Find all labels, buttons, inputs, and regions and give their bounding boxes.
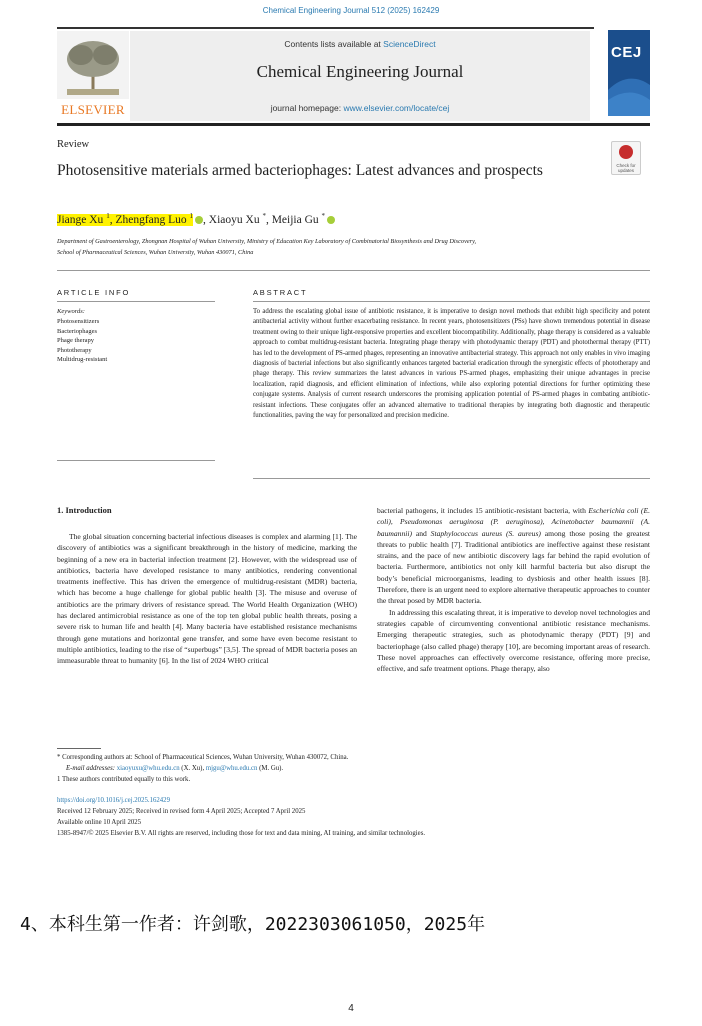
equal-contribution-note: 1 These authors contributed equally to this work. xyxy=(57,776,191,783)
email-owner: (M. Gu). xyxy=(257,765,284,772)
orcid-icon[interactable] xyxy=(195,216,203,224)
contents-prefix: Contents lists available at xyxy=(284,39,384,49)
author-sup: * xyxy=(321,212,326,220)
article-info-rule xyxy=(57,301,215,302)
check-updates-icon xyxy=(619,145,633,159)
email-link[interactable]: xiaoyuxu@whu.edu.cn xyxy=(116,765,180,772)
author-sup: 1 xyxy=(189,212,194,220)
author-name[interactable]: Xiaoyu Xu xyxy=(208,213,260,226)
annotation-line: 4、本科生第一作者：许剑歌，2022303061050，2025年 xyxy=(20,914,486,935)
author-name[interactable]: Zhengfang Luo xyxy=(115,213,187,226)
orcid-icon[interactable] xyxy=(327,216,335,224)
header-bottom-rule xyxy=(57,123,650,126)
sciencedirect-link[interactable]: ScienceDirect xyxy=(383,39,436,49)
author-sup: * xyxy=(262,212,266,220)
abstract-bottom-rule xyxy=(253,478,650,479)
homepage-link[interactable]: www.elsevier.com/locate/cej xyxy=(343,103,450,113)
article-info-heading: ARTICLE INFO xyxy=(57,288,131,297)
text-run: among those posing the greatest threats to public health [7]. Traditional antibiotics are ineffective against these resistant strains, and the pace of new antibiotic discovery lags far behind the rapid evolution of bacteria. Furthermore, antibiotics not only kill harmful bacteria but also disrupt the body’s beneficial microorganisms, leading to dysbiosis and other health issues [8]. Therefore, there is an urgent need to explore alternative therapeutic approaches to counter the threat posed by MDR bacteria. xyxy=(377,528,651,606)
email-owner: (X. Xu), xyxy=(179,765,206,772)
abstract-text: To address the escalating global issue of antibiotic resistance, it is imperative to design novel methods that exhibit high specificity and potent antibacterial activity without further exacerbating resistance. In recent years, photosensitizers (PSs) have shown tremendous potential in disease treatment owing to their unique light-responsive properties and excellent biocompatibility. Additionally, phage therapy is considered as a valuable approach to combat multidrug-resistant bacteria. Integrating phage therapy with photodynamic therapy (PDT) and photothermal therapy (PTT) has led to the development of PS-armed phages, representing an innovative antibacterial strategy. This approach not only enables in vivo imaging diagnosis of bacterial infections but also significantly enhances targeted bacterial eradication through the synergistic effects of phototherapy and phage therapy. This review summarizes the latest advances in various PS-armed phages, emphasizing their unique advantages in precise localization, rapid diagnosis, and efficient elimination of infections, while also exploring potential directions for further optimizing these conjugate systems. Analysis of current research underscores the promising application potential of PS-armed phages in combating antibiotic-resistant infections. These conjugates offer an advanced alternative to traditional therapies by integrating both diagnostic and therapeutic functionalities, paving the way for personalized and precision medicine. xyxy=(253,308,650,420)
homepage-prefix: journal homepage: xyxy=(270,103,344,113)
keyword: Multidrug-resistant xyxy=(57,356,108,363)
author-list: Jiange Xu $^1$, Zhengfang Luo $^1$ , Xiaoyu Xu *, Meijia Gu * xyxy=(57,212,335,226)
affiliation-line: Department of Gastroenterology, Zhongnan Hospital of Wuhan University, Ministry of Education Key Laboratory of Combinatorial Biosynthesis and Drug Discovery, xyxy=(57,238,477,245)
body-column-left xyxy=(57,531,357,667)
keyword: Photosensitizers xyxy=(57,318,100,325)
species-name: Staphylococcus aureus (S. aureus) xyxy=(430,528,541,538)
doi-link[interactable]: https://doi.org/10.1016/j.cej.2025.162429 xyxy=(57,797,170,804)
affiliation-line: School of Pharmaceutical Sciences, Wuhan University, Wuhan 430071, China xyxy=(57,249,254,256)
article-info-bottom-rule xyxy=(57,460,215,461)
keyword: Phage therapy xyxy=(57,337,95,344)
cover-art xyxy=(608,30,650,116)
body-paragraph: In addressing this escalating threat, it is imperative to develop novel technologies and strategies capable of circumventing conventional antibiotic resistance mechanisms. Emerging therapeutic strategies, such as photodynamic therapy (PDT) [9] and bacteriophage (also called phage) therapy [10], are becoming important areas of research. These novel approaches can effectively overcome resistance, offering more precise, effective, and safe treatment options. Phage therapy, also xyxy=(377,607,650,674)
abstract-heading: ABSTRACT xyxy=(253,288,308,297)
check-for-updates-badge[interactable] xyxy=(611,141,641,175)
journal-cover-thumbnail[interactable] xyxy=(608,30,650,116)
author-name[interactable]: Meijia Gu xyxy=(271,213,319,226)
keywords-label: Keywords: xyxy=(57,308,85,315)
received-dates: Received 12 February 2025; Received in revised form 4 April 2025; Accepted 7 April 2025 xyxy=(57,808,306,815)
body-paragraph xyxy=(377,505,650,607)
species-names: Escherichia coli (E. coli), Pseudomonas aeruginosa (P. aeruginosa), Acinetobacter baumannii (A. baumannii) xyxy=(377,506,650,538)
available-online-date: Available online 10 April 2025 xyxy=(57,819,142,826)
publisher-wordmark: ELSEVIER xyxy=(61,102,125,117)
keyword: Bacteriophages xyxy=(57,327,98,335)
contents-line xyxy=(130,39,590,49)
section-divider xyxy=(57,270,650,271)
keyword: Phototherapy xyxy=(57,346,92,354)
cover-title: CEJ xyxy=(611,44,642,61)
journal-title: Chemical Engineering Journal xyxy=(256,62,464,81)
author-name[interactable]: Jiange Xu xyxy=(57,213,104,226)
email-link[interactable]: mjgu@whu.edu.cn xyxy=(205,765,258,772)
corresponding-author-note: * Corresponding authors at: School of Pharmaceutical Sciences, Wuhan University, Wuhan 430072, China. xyxy=(57,754,349,761)
body-column-right xyxy=(377,505,650,674)
copyright-line: 1385-8947/© 2025 Elsevier B.V. All rights are reserved, including those for text and data mining, AI training, and similar technologies. xyxy=(57,830,426,837)
footnote-rule xyxy=(57,748,101,749)
author-sup: 1 xyxy=(106,212,110,220)
email-label: E-mail addresses: xyxy=(66,765,117,772)
article-title: Photosensitive materials armed bacteriophages: Latest advances and prospects xyxy=(57,162,543,179)
text-run: bacterial pathogens, it includes 15 antibiotic-resistant bacteria, with xyxy=(377,506,589,515)
abstract-rule xyxy=(253,301,650,302)
check-updates-label: Check for updates xyxy=(616,163,636,173)
header-top-rule xyxy=(57,27,594,29)
section-heading-introduction: 1. Introduction xyxy=(57,505,112,515)
journal-reference[interactable]: Chemical Engineering Journal 512 (2025) 162429 xyxy=(262,6,440,15)
homepage-line xyxy=(130,103,590,113)
text-run: and xyxy=(412,528,431,538)
keywords-list xyxy=(57,317,107,365)
highlighted-authors: Jiange Xu $^1$, Zhengfang Luo $^1$ xyxy=(57,212,194,226)
email-note xyxy=(66,765,283,772)
page-number: 4 xyxy=(348,1003,354,1014)
body-paragraph: The global situation concerning bacterial infectious diseases is complex and alarming [1]. The discovery of antibiotics was a significant breakthrough in the history of medicine, marking the beginning of a new era in bacterial infection treatment [2]. However, with the widespread use of antibiotics, bacteria have developed resistance to many antibiotics, rendering conventional treatments ineffective. This has driven the emergence of multidrug-resistant (MDR) bacteria, which has become a huge challenge for global public health [3]. The misuse and overuse of antibiotics are the primary drivers of resistance spread. The World Health Organization (WHO) has declared antimicrobial resistance as one of the top ten global public health threats, posing a severe risk to human life and health [4]. Many bacteria have established resistance mechanisms through gene mutations and horizontal gene transfer, and some have even become resistant to multiple antibiotics, leading to the rise of “superbugs” [3,5]. The spread of MDR bacteria poses an immeasurable threat to humanity [6]. In the list of 2024 WHO critical xyxy=(57,532,357,666)
article-type: Review xyxy=(57,139,90,150)
